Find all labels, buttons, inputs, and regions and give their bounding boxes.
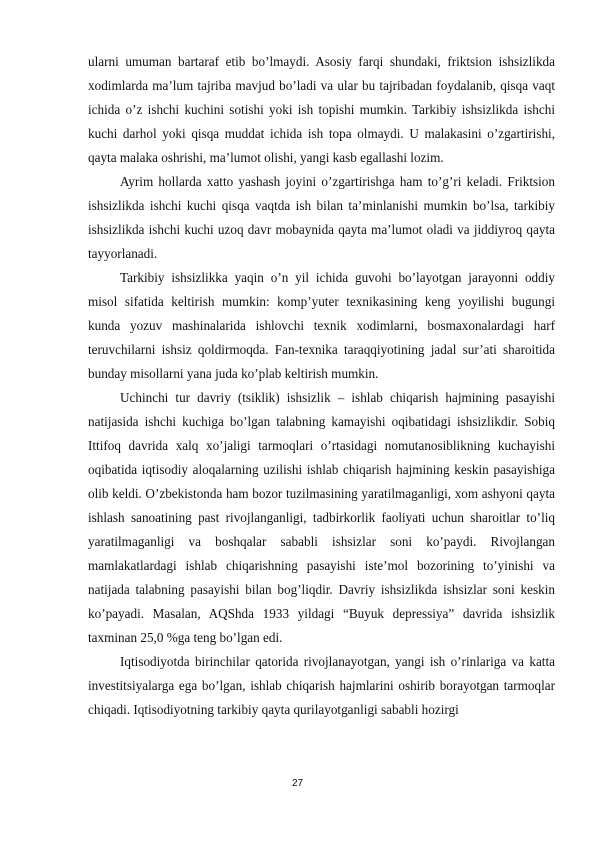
paragraph-structural-example: Tarkibiy ishsizlikka yaqin o’n yil ichida guvohi bo’layotgan jarayonni oddiy misol sifatida keltirish mumkin: komp’yuter texnikasining keng yoyilishi bugungi kunda yozuv mashinalarida ishlovchi texnik xodimlarni, bosmaxonalardagi harf teruvchilarni ishsiz qoldirmoqda. Fan-texnika taraqqiyotining jadal sur’ati sharoitida bunday misollarni yana juda ko’plab keltirish mumkin. — [88, 270, 555, 381]
document-body — [88, 50, 555, 722]
page-number: 27 — [291, 778, 304, 789]
paragraph-continuation: ularni umuman bartaraf etib bo’lmaydi. Asosiy farqi shundaki, friktsion ishsizlikda xodimlarda ma’lum tajriba mavjud bo’ladi va ular bu tajribadan foydalanib, qisqa vaqt ichida o’z ishchi kuchini sotishi yoki ish topishi mumkin. Tarkibiy ishsizlikda ishchi kuchi darhol yoki qisqa muddat ichida ish topa olmaydi. U malakasini o’zgartirishi, qayta malaka oshrishi, ma’lumot olishi, yangi kasb egallashi lozim. — [88, 54, 555, 165]
paragraph-developing-sectors: Iqtisodiyotda birinchilar qatorida rivojlanayotgan, yangi ish o’rinlariga va katta investitsiyalarga ega bo’lgan, ishlab chiqarish hajmlarini oshirib borayotgan tarmoqlar chiqadi. Iqtisodiyotning tarkibiy qayta qurilayotganligi sababli hozirgi — [88, 654, 555, 717]
paragraph-cyclical-unemployment: Uchinchi tur davriy (tsiklik) ishsizlik – ishlab chiqarish hajmining pasayishi natijasida ishchi kuchiga bo’lgan talabning kamayishi oqibatidagi ishsizlikdir. Sobiq Ittifoq davrida xalq xo’jaligi tarmoqlari o’rtasidagi nomutanosiblikning kuchayishi oqibatida iqtisodiy aloqalarning uzilishi ishlab chiqarish hajmining keskin pasayishiga olib keldi. O’zbekistonda ham bozor tuzilmasining yaratilmaganligi, xom ashyoni qayta ishlash sanoatining past rivojlanganligi, tadbirkorlik faoliyati uchun sharoitlar to’liq yaratilmaganligi va boshqalar sababli ishsizlar soni ko’paydi. Rivojlangan mamlakatlardagi ishlab chiqarishning pasayishi iste’mol bozorining to’yinishi va natijada talabning pasayishi bilan bog’liqdir. Davriy ishsizlikda ishsizlar soni keskin ko’payadi. Masalan, AQShda 1933 yildagi “Buyuk depressiya” davrida ishsizlik taxminan 25,0 %ga teng bo’lgan edi. — [88, 390, 555, 645]
paragraph-relocation: Ayrim hollarda xatto yashash joyini o’zgartirishga ham to’g’ri keladi. Friktsion ishsizlikda ishchi kuchi qisqa vaqtda ish bilan ta’minlanishi mumkin bo’lsa, tarkibiy ishsizlikda ishchi kuchi uzoq davr mobaynida qayta ma’lumot oladi va jiddiyroq qayta tayyorlanadi. — [88, 174, 555, 261]
